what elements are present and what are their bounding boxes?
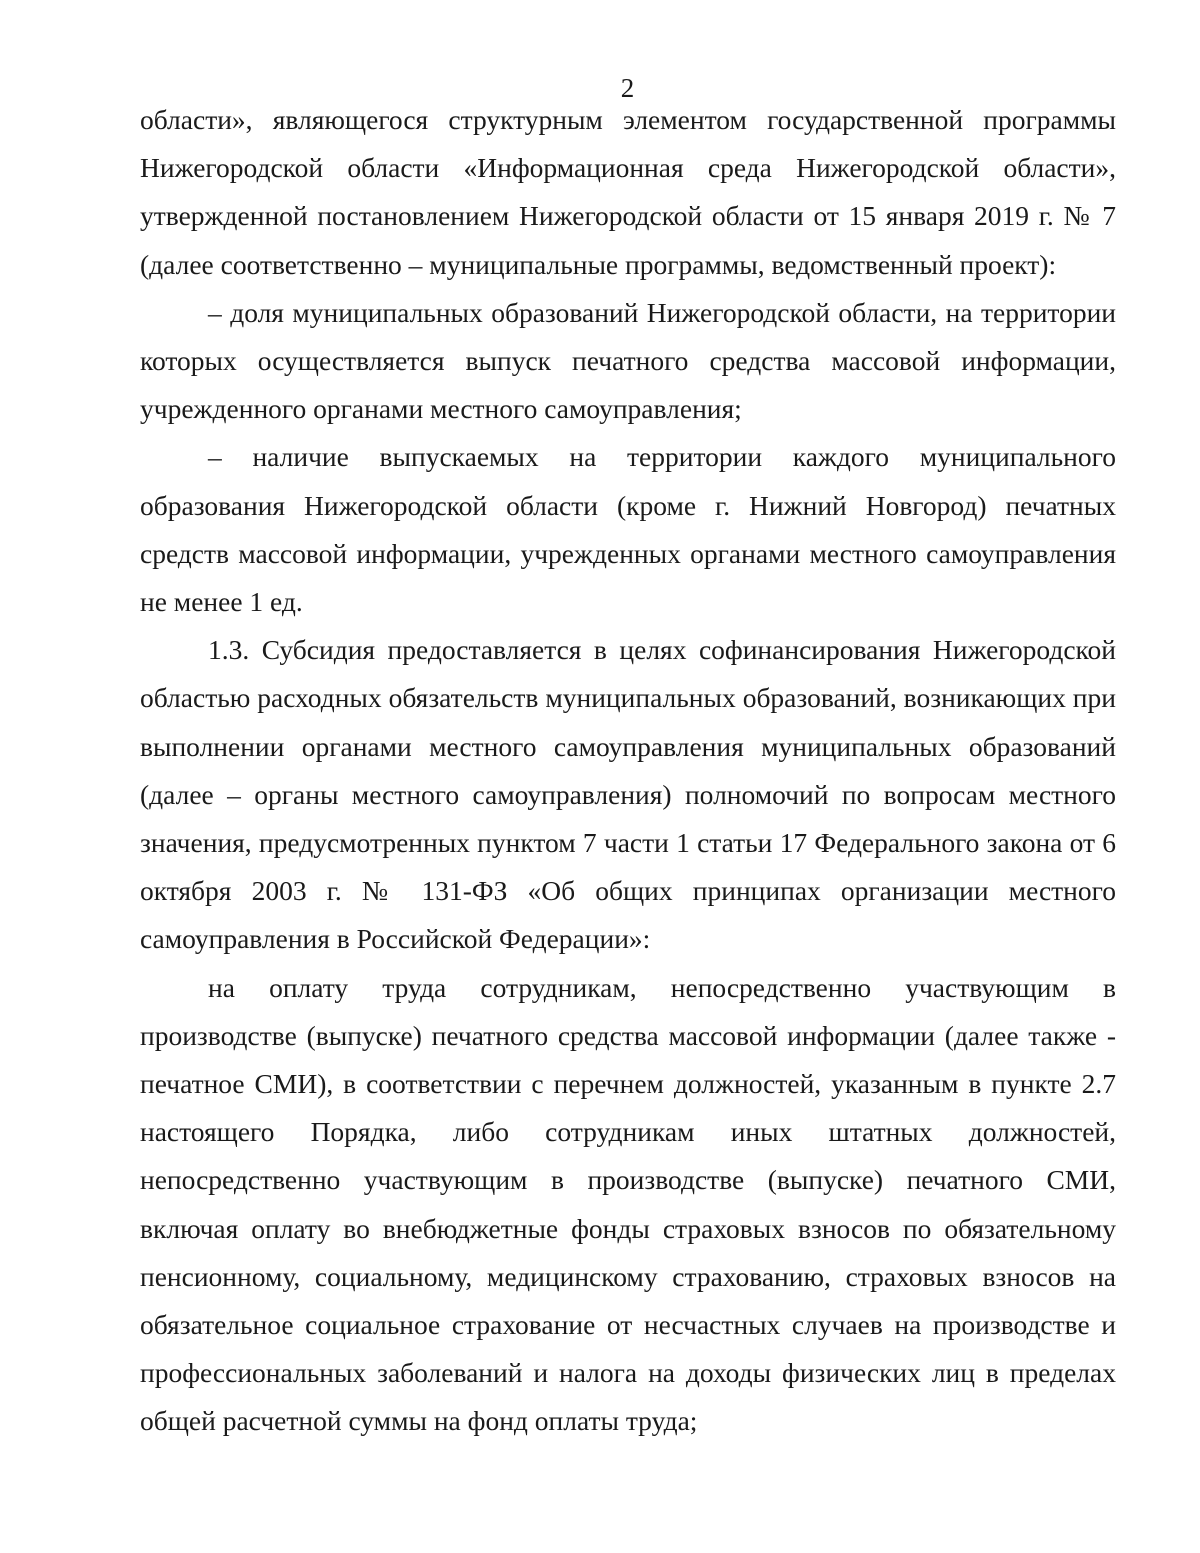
paragraph-subsidy-purpose: 1.3. Субсидия предоставляется в целях софинансирования Нижегородской областью расходных обязательств муниципальных образований, возникающих при выполнении органами местного самоуправления муниципальных образований (далее – органы местного самоуправления) полномочий по вопросам местного значения, предусмотренных пунктом 7 части 1 статьи 17 Федерального закона от 6 октября 2003 г. № 131-ФЗ «Об общих принципах организации местного самоуправления в Российской Федерации»: bbox=[140, 634, 1116, 955]
page-number: 2 bbox=[620, 73, 635, 103]
paragraph-program-reference: области», являющегося структурным элементом государственной программы Нижегородской области «Информационная среда Нижегородской области», утвержденной постановлением Нижегородской области от 15 января 2019 г. № 7 (далее соответственно – муниципальные программы, ведомственный проект): bbox=[140, 104, 1116, 280]
paragraph-labor-payment: на оплату труда сотрудникам, непосредственно участвующим в производстве (выпуске) печатного средства массовой информации (далее также - печатное СМИ), в соответствии с перечнем должностей, указанным в пункте 2.7 настоящего Порядка, либо сотрудникам иных штатных должностей, непосредственно участвующим в производстве (выпуске) печатного СМИ, включая оплату во внебюджетные фонды страховых взносов по обязательному пенсионному, социальному, медицинскому страхованию, страховых взносов на обязательное социальное страхование от несчастных случаев на производстве и профессиональных заболеваний и налога на доходы физических лиц в пределах общей расчетной суммы на фонд оплаты труда; bbox=[140, 971, 1116, 1437]
paragraph-indicator-availability: – наличие выпускаемых на территории каждого муниципального образования Нижегородской области (кроме г. Нижний Новгород) печатных средств массовой информации, учрежденных органами местного самоуправления не менее 1 ед. bbox=[140, 441, 1116, 618]
document-body bbox=[140, 96, 1116, 1446]
paragraph-indicator-share: – доля муниципальных образований Нижегородской области, на территории которых осуществляется выпуск печатного средства массовой информации, учрежденного органами местного самоуправления; bbox=[140, 296, 1116, 425]
